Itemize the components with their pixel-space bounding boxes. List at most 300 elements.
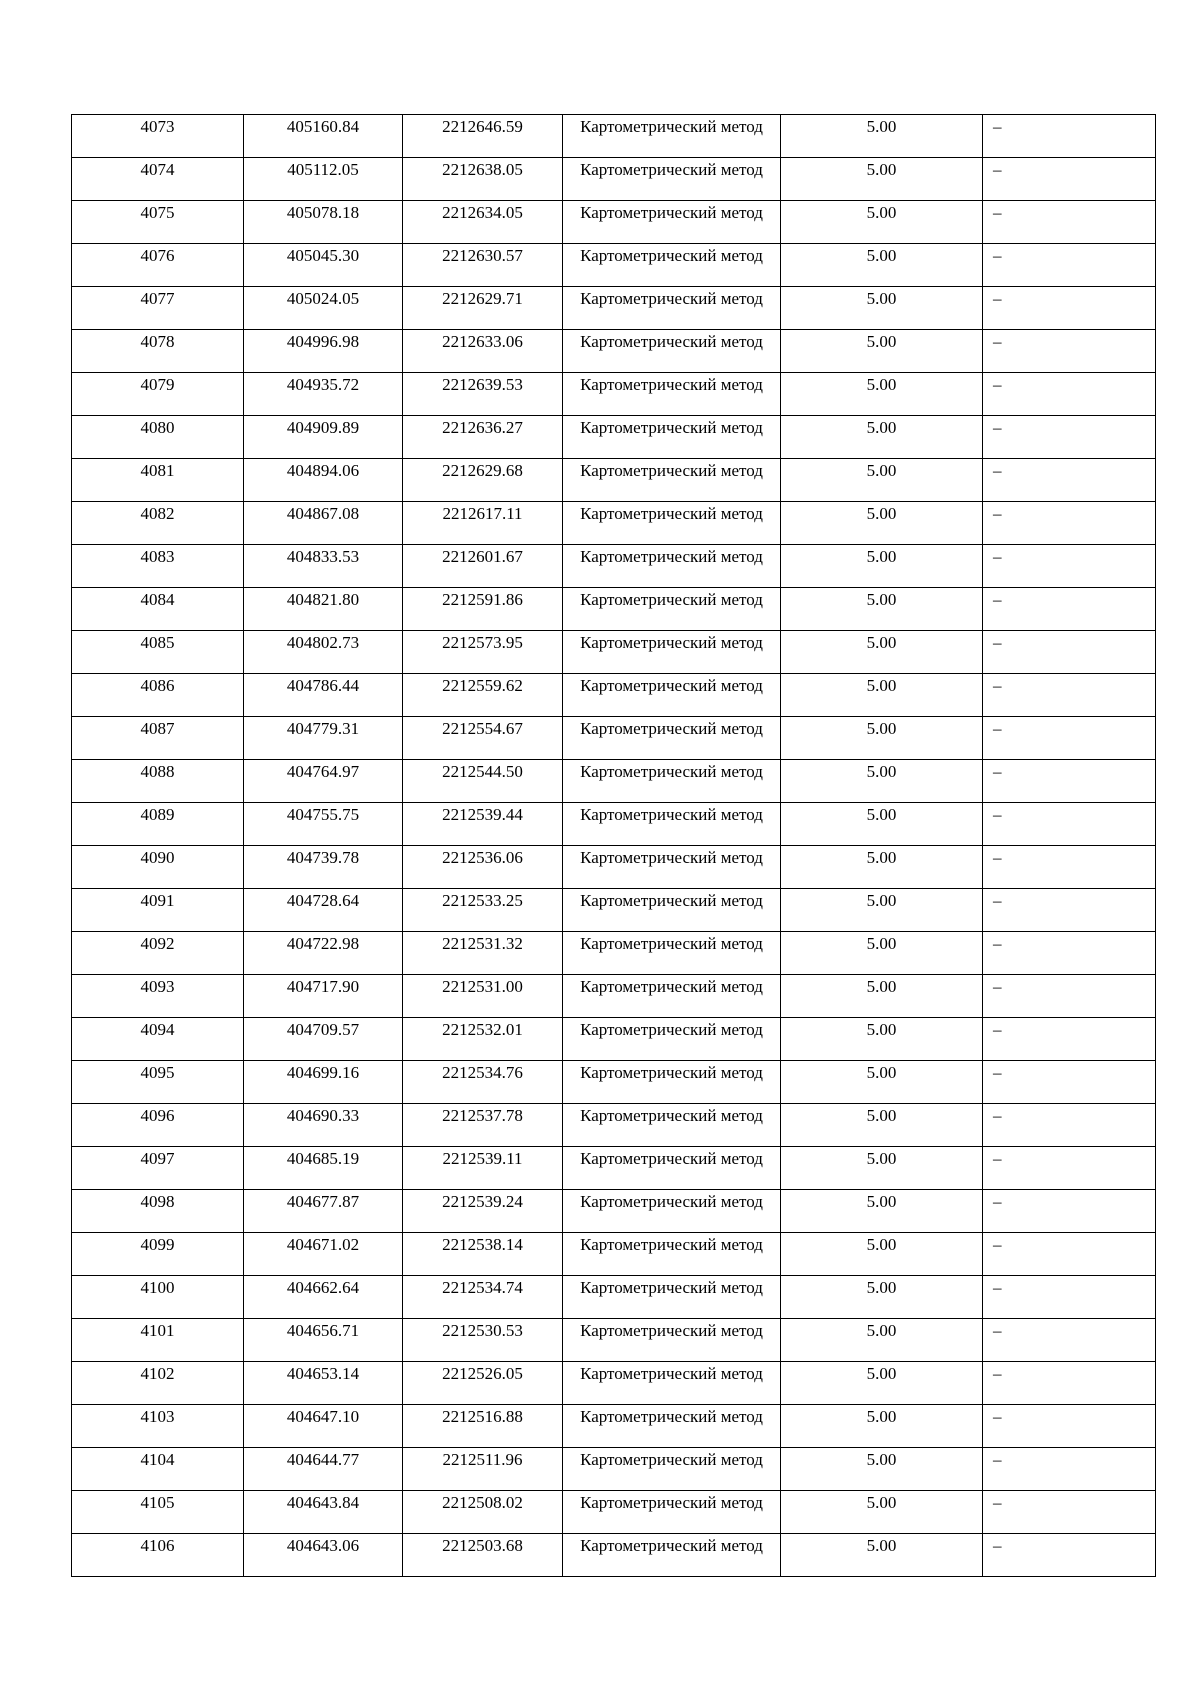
y-coordinate-text: 2212617.11 bbox=[442, 504, 523, 523]
method-cell bbox=[563, 803, 781, 846]
point-number-cell bbox=[72, 674, 244, 717]
accuracy-cell bbox=[781, 158, 983, 201]
x-coordinate-cell bbox=[244, 459, 403, 502]
accuracy-cell bbox=[781, 932, 983, 975]
table-row bbox=[72, 975, 1156, 1018]
y-coordinate-cell bbox=[403, 158, 563, 201]
point-number-cell bbox=[72, 1491, 244, 1534]
accuracy-cell bbox=[781, 287, 983, 330]
accuracy-cell bbox=[781, 760, 983, 803]
accuracy-cell bbox=[781, 545, 983, 588]
point-number-cell bbox=[72, 846, 244, 889]
method-cell bbox=[563, 1405, 781, 1448]
accuracy-text: 5.00 bbox=[866, 1321, 897, 1340]
method-text: Картометрический метод bbox=[580, 1364, 763, 1383]
x-coordinate-cell bbox=[244, 502, 403, 545]
y-coordinate-text: 2212629.68 bbox=[442, 461, 523, 480]
x-coordinate-text: 405112.05 bbox=[287, 160, 359, 179]
table-row bbox=[72, 115, 1156, 158]
accuracy-cell bbox=[781, 244, 983, 287]
method-text: Картометрический метод bbox=[580, 719, 763, 738]
y-coordinate-cell bbox=[403, 1362, 563, 1405]
note-cell bbox=[983, 1233, 1156, 1276]
note-cell bbox=[983, 717, 1156, 760]
note-text: – bbox=[993, 203, 1002, 222]
method-text: Картометрический метод bbox=[580, 332, 763, 351]
accuracy-cell bbox=[781, 1147, 983, 1190]
accuracy-text: 5.00 bbox=[866, 1364, 897, 1383]
method-text: Картометрический метод bbox=[580, 762, 763, 781]
accuracy-cell bbox=[781, 1534, 983, 1577]
table-row bbox=[72, 459, 1156, 502]
point-number-text: 4087 bbox=[140, 719, 175, 738]
y-coordinate-cell bbox=[403, 115, 563, 158]
y-coordinate-cell bbox=[403, 1405, 563, 1448]
note-text: – bbox=[993, 633, 1002, 652]
accuracy-cell bbox=[781, 373, 983, 416]
accuracy-text: 5.00 bbox=[866, 547, 897, 566]
y-coordinate-text: 2212533.25 bbox=[442, 891, 523, 910]
table-row bbox=[72, 1233, 1156, 1276]
x-coordinate-cell bbox=[244, 588, 403, 631]
x-coordinate-text: 404717.90 bbox=[286, 977, 360, 996]
method-text: Картометрический метод bbox=[580, 418, 763, 437]
table-row bbox=[72, 158, 1156, 201]
method-cell bbox=[563, 588, 781, 631]
accuracy-cell bbox=[781, 1448, 983, 1491]
y-coordinate-text: 2212646.59 bbox=[442, 117, 523, 136]
table-row bbox=[72, 631, 1156, 674]
note-text: – bbox=[993, 1192, 1002, 1211]
x-coordinate-text: 404909.89 bbox=[286, 418, 360, 437]
note-cell bbox=[983, 1104, 1156, 1147]
method-text: Картометрический метод bbox=[580, 676, 763, 695]
point-number-text: 4078 bbox=[140, 332, 175, 351]
x-coordinate-text: 405160.84 bbox=[286, 117, 360, 136]
y-coordinate-text: 2212539.44 bbox=[442, 805, 523, 824]
note-text: – bbox=[993, 1149, 1002, 1168]
accuracy-text: 5.00 bbox=[866, 1063, 897, 1082]
y-coordinate-cell bbox=[403, 1018, 563, 1061]
method-cell bbox=[563, 545, 781, 588]
x-coordinate-text: 404728.64 bbox=[286, 891, 360, 910]
method-cell bbox=[563, 1104, 781, 1147]
x-coordinate-cell bbox=[244, 674, 403, 717]
y-coordinate-cell bbox=[403, 588, 563, 631]
y-coordinate-cell bbox=[403, 975, 563, 1018]
method-text: Картометрический метод bbox=[580, 461, 763, 480]
note-cell bbox=[983, 1491, 1156, 1534]
note-text: – bbox=[993, 1278, 1002, 1297]
x-coordinate-cell bbox=[244, 1104, 403, 1147]
method-text: Картометрический метод bbox=[580, 504, 763, 523]
y-coordinate-text: 2212537.78 bbox=[442, 1106, 523, 1125]
x-coordinate-cell bbox=[244, 760, 403, 803]
point-number-text: 4100 bbox=[140, 1278, 175, 1297]
table-row bbox=[72, 545, 1156, 588]
method-text: Картометрический метод bbox=[580, 246, 763, 265]
accuracy-cell bbox=[781, 416, 983, 459]
y-coordinate-cell bbox=[403, 1491, 563, 1534]
point-number-text: 4105 bbox=[140, 1493, 175, 1512]
x-coordinate-cell bbox=[244, 244, 403, 287]
note-cell bbox=[983, 1319, 1156, 1362]
point-number-cell bbox=[72, 1018, 244, 1061]
note-text: – bbox=[993, 676, 1002, 695]
y-coordinate-cell bbox=[403, 459, 563, 502]
method-cell bbox=[563, 244, 781, 287]
method-cell bbox=[563, 502, 781, 545]
point-number-text: 4099 bbox=[140, 1235, 175, 1254]
y-coordinate-text: 2212511.96 bbox=[442, 1450, 523, 1469]
method-cell bbox=[563, 1491, 781, 1534]
accuracy-text: 5.00 bbox=[866, 1235, 897, 1254]
x-coordinate-text: 404644.77 bbox=[286, 1450, 360, 1469]
point-number-cell bbox=[72, 1319, 244, 1362]
note-cell bbox=[983, 244, 1156, 287]
point-number-cell bbox=[72, 502, 244, 545]
point-number-cell bbox=[72, 717, 244, 760]
note-cell bbox=[983, 803, 1156, 846]
point-number-text: 4088 bbox=[140, 762, 175, 781]
note-cell bbox=[983, 1276, 1156, 1319]
accuracy-cell bbox=[781, 459, 983, 502]
method-text: Картометрический метод bbox=[580, 1407, 763, 1426]
point-number-text: 4083 bbox=[140, 547, 175, 566]
x-coordinate-text: 404685.19 bbox=[286, 1149, 360, 1168]
point-number-text: 4096 bbox=[140, 1106, 175, 1125]
table-row bbox=[72, 1534, 1156, 1577]
y-coordinate-text: 2212638.05 bbox=[442, 160, 523, 179]
x-coordinate-cell bbox=[244, 545, 403, 588]
point-number-cell bbox=[72, 1362, 244, 1405]
y-coordinate-cell bbox=[403, 631, 563, 674]
accuracy-text: 5.00 bbox=[866, 1278, 897, 1297]
y-coordinate-text: 2212539.11 bbox=[442, 1149, 523, 1168]
point-number-text: 4095 bbox=[140, 1063, 175, 1082]
table-row bbox=[72, 588, 1156, 631]
method-cell bbox=[563, 889, 781, 932]
note-text: – bbox=[993, 1364, 1002, 1383]
note-cell bbox=[983, 846, 1156, 889]
table-row bbox=[72, 846, 1156, 889]
table-body bbox=[72, 115, 1156, 1577]
point-number-cell bbox=[72, 545, 244, 588]
x-coordinate-text: 404755.75 bbox=[286, 805, 360, 824]
accuracy-cell bbox=[781, 588, 983, 631]
x-coordinate-text: 404643.84 bbox=[286, 1493, 360, 1512]
y-coordinate-cell bbox=[403, 416, 563, 459]
method-cell bbox=[563, 330, 781, 373]
method-cell bbox=[563, 975, 781, 1018]
y-coordinate-text: 2212544.50 bbox=[442, 762, 523, 781]
y-coordinate-text: 2212508.02 bbox=[442, 1493, 523, 1512]
point-number-text: 4094 bbox=[140, 1020, 175, 1039]
table-row bbox=[72, 889, 1156, 932]
y-coordinate-text: 2212539.24 bbox=[442, 1192, 523, 1211]
method-cell bbox=[563, 158, 781, 201]
method-cell bbox=[563, 115, 781, 158]
point-number-text: 4073 bbox=[140, 117, 175, 136]
accuracy-cell bbox=[781, 1190, 983, 1233]
accuracy-text: 5.00 bbox=[866, 762, 897, 781]
y-coordinate-text: 2212526.05 bbox=[442, 1364, 523, 1383]
y-coordinate-cell bbox=[403, 373, 563, 416]
x-coordinate-cell bbox=[244, 1405, 403, 1448]
method-cell bbox=[563, 717, 781, 760]
accuracy-cell bbox=[781, 1319, 983, 1362]
table-row bbox=[72, 760, 1156, 803]
x-coordinate-text: 404690.33 bbox=[286, 1106, 360, 1125]
point-number-cell bbox=[72, 631, 244, 674]
x-coordinate-cell bbox=[244, 1362, 403, 1405]
table-row bbox=[72, 1190, 1156, 1233]
table-row bbox=[72, 1276, 1156, 1319]
method-text: Картометрический метод bbox=[580, 1020, 763, 1039]
x-coordinate-text: 404653.14 bbox=[286, 1364, 360, 1383]
note-text: – bbox=[993, 719, 1002, 738]
point-number-text: 4091 bbox=[140, 891, 175, 910]
note-text: – bbox=[993, 246, 1002, 265]
y-coordinate-cell bbox=[403, 1448, 563, 1491]
y-coordinate-cell bbox=[403, 1534, 563, 1577]
x-coordinate-cell bbox=[244, 1448, 403, 1491]
note-text: – bbox=[993, 1020, 1002, 1039]
y-coordinate-cell bbox=[403, 889, 563, 932]
method-text: Картометрический метод bbox=[580, 1278, 763, 1297]
method-text: Картометрический метод bbox=[580, 1321, 763, 1340]
x-coordinate-text: 404764.97 bbox=[286, 762, 360, 781]
y-coordinate-text: 2212633.06 bbox=[442, 332, 523, 351]
method-text: Картометрический метод bbox=[580, 203, 763, 222]
accuracy-cell bbox=[781, 330, 983, 373]
point-number-cell bbox=[72, 115, 244, 158]
accuracy-cell bbox=[781, 1104, 983, 1147]
y-coordinate-cell bbox=[403, 244, 563, 287]
y-coordinate-cell bbox=[403, 1276, 563, 1319]
method-text: Картометрический метод bbox=[580, 590, 763, 609]
accuracy-text: 5.00 bbox=[866, 203, 897, 222]
y-coordinate-text: 2212629.71 bbox=[442, 289, 523, 308]
y-coordinate-cell bbox=[403, 760, 563, 803]
accuracy-text: 5.00 bbox=[866, 891, 897, 910]
accuracy-text: 5.00 bbox=[866, 375, 897, 394]
accuracy-cell bbox=[781, 1405, 983, 1448]
table-row bbox=[72, 1319, 1156, 1362]
x-coordinate-cell bbox=[244, 1491, 403, 1534]
point-number-text: 4081 bbox=[140, 461, 175, 480]
y-coordinate-text: 2212538.14 bbox=[442, 1235, 523, 1254]
note-cell bbox=[983, 588, 1156, 631]
x-coordinate-text: 404709.57 bbox=[286, 1020, 360, 1039]
note-cell bbox=[983, 373, 1156, 416]
point-number-text: 4080 bbox=[140, 418, 175, 437]
point-number-cell bbox=[72, 975, 244, 1018]
y-coordinate-text: 2212532.01 bbox=[442, 1020, 523, 1039]
note-cell bbox=[983, 1018, 1156, 1061]
x-coordinate-cell bbox=[244, 1276, 403, 1319]
accuracy-text: 5.00 bbox=[866, 676, 897, 695]
point-number-cell bbox=[72, 803, 244, 846]
method-text: Картометрический метод bbox=[580, 1106, 763, 1125]
accuracy-text: 5.00 bbox=[866, 1106, 897, 1125]
accuracy-text: 5.00 bbox=[866, 1450, 897, 1469]
note-cell bbox=[983, 545, 1156, 588]
note-text: – bbox=[993, 590, 1002, 609]
method-text: Картометрический метод bbox=[580, 1493, 763, 1512]
point-number-cell bbox=[72, 158, 244, 201]
accuracy-cell bbox=[781, 717, 983, 760]
method-cell bbox=[563, 373, 781, 416]
point-number-cell bbox=[72, 244, 244, 287]
accuracy-text: 5.00 bbox=[866, 504, 897, 523]
note-cell bbox=[983, 1448, 1156, 1491]
point-number-text: 4103 bbox=[140, 1407, 175, 1426]
accuracy-cell bbox=[781, 1362, 983, 1405]
x-coordinate-text: 404643.06 bbox=[286, 1536, 360, 1555]
y-coordinate-text: 2212503.68 bbox=[442, 1536, 523, 1555]
table-row bbox=[72, 1104, 1156, 1147]
note-cell bbox=[983, 889, 1156, 932]
y-coordinate-text: 2212536.06 bbox=[442, 848, 523, 867]
note-cell bbox=[983, 1534, 1156, 1577]
method-cell bbox=[563, 287, 781, 330]
accuracy-cell bbox=[781, 803, 983, 846]
y-coordinate-text: 2212534.76 bbox=[442, 1063, 523, 1082]
x-coordinate-text: 404996.98 bbox=[286, 332, 360, 351]
accuracy-text: 5.00 bbox=[866, 418, 897, 437]
method-text: Картометрический метод bbox=[580, 805, 763, 824]
x-coordinate-cell bbox=[244, 287, 403, 330]
point-number-text: 4089 bbox=[140, 805, 175, 824]
x-coordinate-cell bbox=[244, 1147, 403, 1190]
method-text: Картометрический метод bbox=[580, 1235, 763, 1254]
note-cell bbox=[983, 975, 1156, 1018]
x-coordinate-text: 404647.10 bbox=[286, 1407, 360, 1426]
point-number-cell bbox=[72, 760, 244, 803]
point-number-text: 4097 bbox=[140, 1149, 175, 1168]
table-row bbox=[72, 287, 1156, 330]
table-row bbox=[72, 674, 1156, 717]
y-coordinate-cell bbox=[403, 1104, 563, 1147]
x-coordinate-cell bbox=[244, 1018, 403, 1061]
method-cell bbox=[563, 459, 781, 502]
note-text: – bbox=[993, 934, 1002, 953]
accuracy-text: 5.00 bbox=[866, 977, 897, 996]
point-number-cell bbox=[72, 1147, 244, 1190]
accuracy-text: 5.00 bbox=[866, 461, 897, 480]
table-row bbox=[72, 803, 1156, 846]
point-number-text: 4086 bbox=[140, 676, 175, 695]
y-coordinate-text: 2212630.57 bbox=[442, 246, 523, 265]
method-cell bbox=[563, 1319, 781, 1362]
point-number-cell bbox=[72, 459, 244, 502]
point-number-text: 4074 bbox=[140, 160, 175, 179]
x-coordinate-cell bbox=[244, 631, 403, 674]
accuracy-text: 5.00 bbox=[866, 1493, 897, 1512]
method-cell bbox=[563, 1018, 781, 1061]
note-text: – bbox=[993, 332, 1002, 351]
note-text: – bbox=[993, 504, 1002, 523]
x-coordinate-text: 404677.87 bbox=[286, 1192, 360, 1211]
x-coordinate-text: 404662.64 bbox=[286, 1278, 360, 1297]
x-coordinate-cell bbox=[244, 1061, 403, 1104]
note-text: – bbox=[993, 1321, 1002, 1340]
y-coordinate-cell bbox=[403, 1233, 563, 1276]
accuracy-text: 5.00 bbox=[866, 1149, 897, 1168]
y-coordinate-cell bbox=[403, 674, 563, 717]
point-number-text: 4077 bbox=[140, 289, 175, 308]
note-cell bbox=[983, 416, 1156, 459]
method-text: Картометрический метод bbox=[580, 1536, 763, 1555]
method-text: Картометрический метод bbox=[580, 891, 763, 910]
method-text: Картометрический метод bbox=[580, 160, 763, 179]
note-cell bbox=[983, 502, 1156, 545]
accuracy-text: 5.00 bbox=[866, 1407, 897, 1426]
accuracy-cell bbox=[781, 502, 983, 545]
x-coordinate-cell bbox=[244, 932, 403, 975]
x-coordinate-text: 405045.30 bbox=[286, 246, 360, 265]
x-coordinate-cell bbox=[244, 1534, 403, 1577]
method-text: Картометрический метод bbox=[580, 1149, 763, 1168]
accuracy-cell bbox=[781, 201, 983, 244]
note-cell bbox=[983, 1147, 1156, 1190]
point-number-text: 4101 bbox=[140, 1321, 175, 1340]
accuracy-text: 5.00 bbox=[866, 805, 897, 824]
note-cell bbox=[983, 932, 1156, 975]
accuracy-text: 5.00 bbox=[866, 590, 897, 609]
x-coordinate-cell bbox=[244, 115, 403, 158]
x-coordinate-text: 405078.18 bbox=[286, 203, 360, 222]
table-row bbox=[72, 717, 1156, 760]
x-coordinate-text: 404671.02 bbox=[286, 1235, 360, 1254]
table-row bbox=[72, 1147, 1156, 1190]
point-number-cell bbox=[72, 287, 244, 330]
accuracy-text: 5.00 bbox=[866, 934, 897, 953]
note-cell bbox=[983, 158, 1156, 201]
point-number-cell bbox=[72, 932, 244, 975]
y-coordinate-cell bbox=[403, 287, 563, 330]
note-text: – bbox=[993, 117, 1002, 136]
x-coordinate-cell bbox=[244, 158, 403, 201]
table-row bbox=[72, 502, 1156, 545]
y-coordinate-cell bbox=[403, 1147, 563, 1190]
note-cell bbox=[983, 1190, 1156, 1233]
point-number-text: 4098 bbox=[140, 1192, 175, 1211]
y-coordinate-text: 2212554.67 bbox=[442, 719, 523, 738]
point-number-cell bbox=[72, 1104, 244, 1147]
point-number-cell bbox=[72, 201, 244, 244]
x-coordinate-text: 404656.71 bbox=[286, 1321, 360, 1340]
table-row bbox=[72, 244, 1156, 287]
note-text: – bbox=[993, 418, 1002, 437]
note-text: – bbox=[993, 289, 1002, 308]
note-cell bbox=[983, 115, 1156, 158]
y-coordinate-text: 2212534.74 bbox=[442, 1278, 523, 1297]
table-row bbox=[72, 1491, 1156, 1534]
method-text: Картометрический метод bbox=[580, 547, 763, 566]
point-number-cell bbox=[72, 1233, 244, 1276]
y-coordinate-cell bbox=[403, 932, 563, 975]
y-coordinate-cell bbox=[403, 1190, 563, 1233]
point-number-cell bbox=[72, 1448, 244, 1491]
point-number-text: 4076 bbox=[140, 246, 175, 265]
accuracy-text: 5.00 bbox=[866, 719, 897, 738]
accuracy-cell bbox=[781, 1276, 983, 1319]
table-row bbox=[72, 201, 1156, 244]
accuracy-text: 5.00 bbox=[866, 160, 897, 179]
method-text: Картометрический метод bbox=[580, 1063, 763, 1082]
